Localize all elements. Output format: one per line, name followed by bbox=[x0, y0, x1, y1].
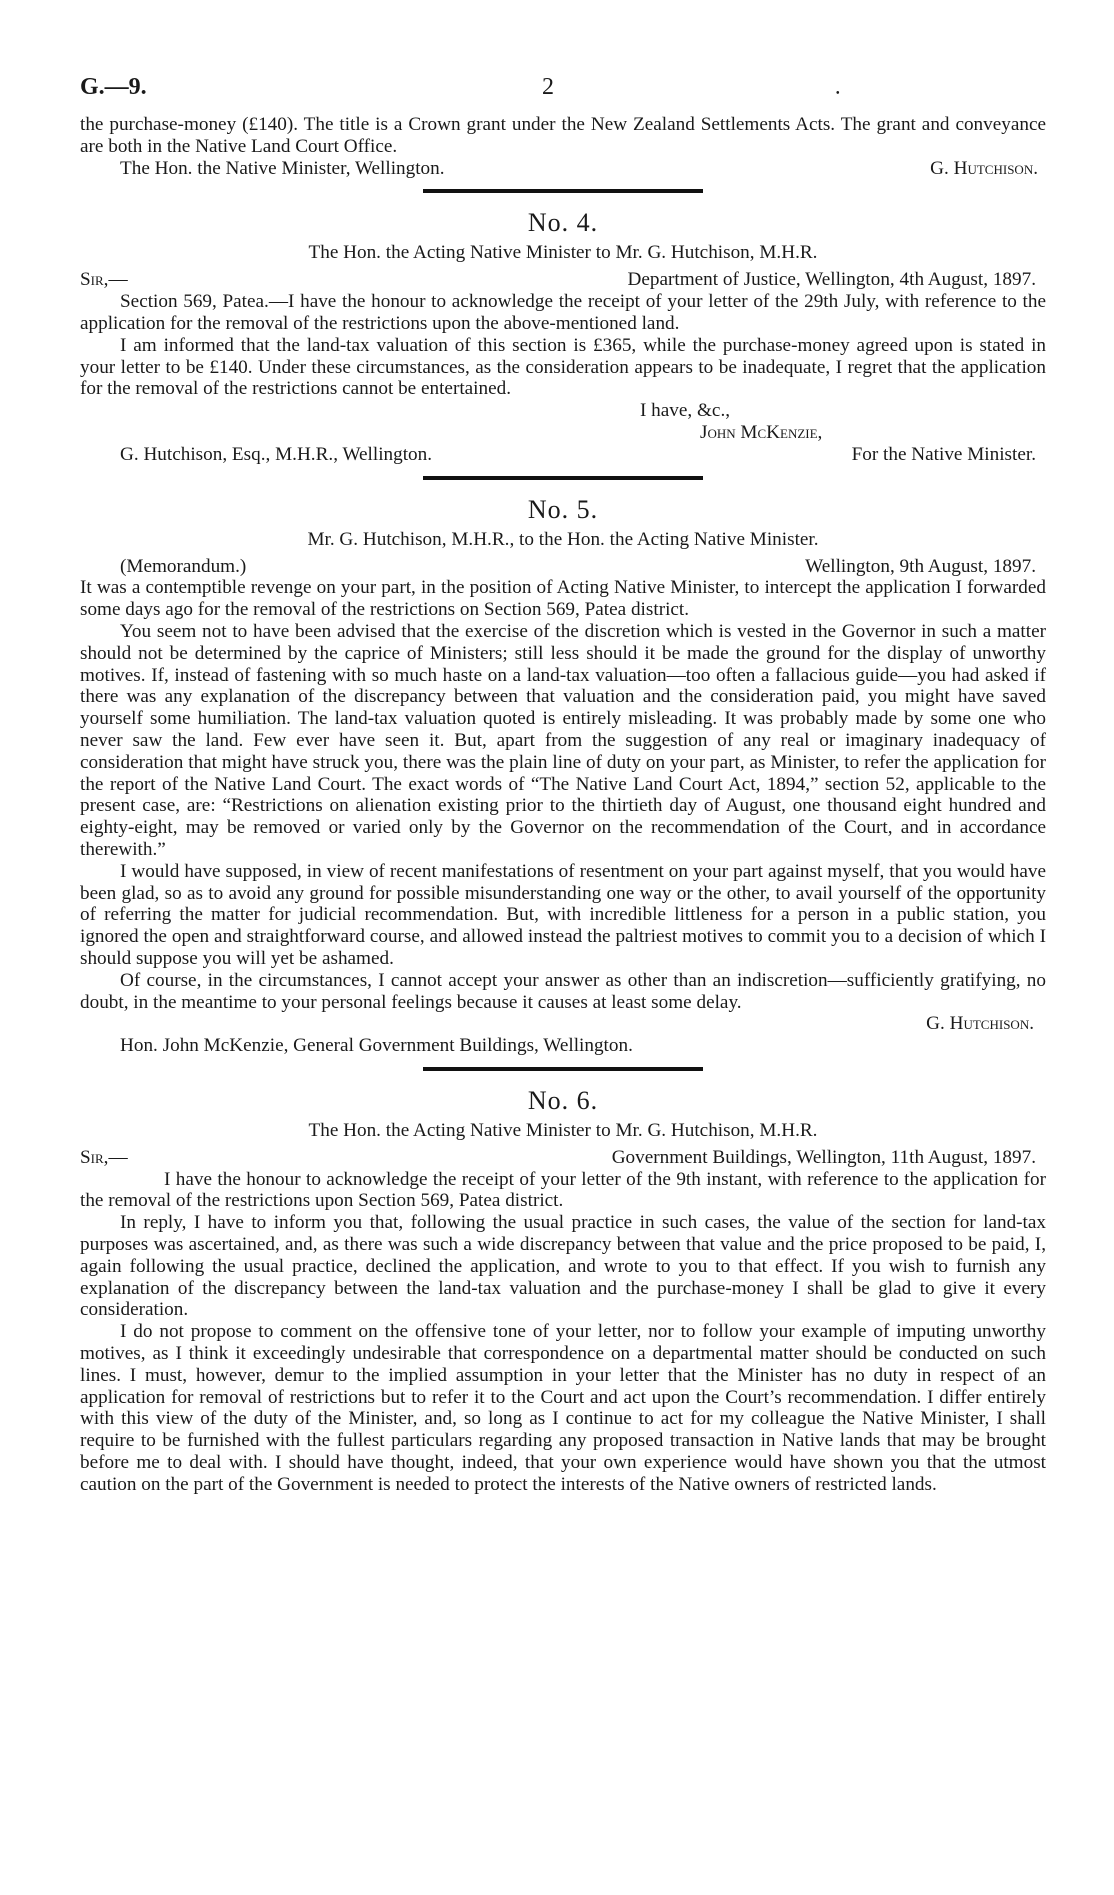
memo-row bbox=[80, 556, 1046, 578]
continued-text: the purchase-money (£140). The title is a Crown grant under the New Zealand Settlements Acts. The grant and conveyance are both in the Native Land Court Office. bbox=[80, 114, 1046, 157]
paragraph: Section 569, Patea.—I have the honour to acknowledge the receipt of your letter of the 29th July, with reference to the application for the removal of the restrictions upon the above-mentioned land. bbox=[80, 291, 1046, 334]
page-number: 2 bbox=[542, 74, 554, 100]
letter-subtitle: Mr. G. Hutchison, M.H.R., to the Hon. the Acting Native Minister. bbox=[307, 528, 819, 550]
paragraph: I have the honour to acknowledge the receipt of your letter of the 9th instant, with reference to the application for the removal of the restrictions upon Section 569, Patea district. bbox=[80, 1168, 1046, 1212]
signature: G. Hutchison. bbox=[926, 1013, 1034, 1035]
addressee-line: G. Hutchison, Esq., M.H.R., Wellington. bbox=[120, 443, 433, 465]
dateline: Government Buildings, Wellington, 11th August, 1897. bbox=[611, 1146, 1036, 1168]
letter-subtitle: The Hon. the Acting Native Minister to Mr. G. Hutchison, M.H.R. bbox=[308, 1119, 818, 1141]
salutation: Sir,— bbox=[80, 269, 128, 291]
signature: G. Hutchison. bbox=[930, 157, 1038, 179]
letter-no-5 bbox=[80, 492, 1046, 1057]
running-header bbox=[80, 74, 1046, 114]
salutation-row bbox=[80, 1147, 1046, 1169]
memo-label: (Memorandum.) bbox=[120, 555, 247, 577]
addressee-line: Hon. John McKenzie, General Government Buildings, Wellington. bbox=[120, 1035, 633, 1057]
paragraph: I would have supposed, in view of recent manifestations of resentment on your part against myself, that you would have been glad, so as to avoid any ground for possible misunderstanding one way or the other, to avail yourself of the opportunity of referring the matter for judicial recommendation. But, with incredible littleness for a person in a public station, you ignored the open and straightforward course, and allowed instead the paltriest motives to commit you to a decision of which I should suppose you will yet be ashamed. bbox=[80, 860, 1046, 969]
section-divider bbox=[423, 1067, 703, 1071]
signoff-row bbox=[80, 444, 1046, 466]
document-reference: G.—9. bbox=[80, 74, 147, 100]
printer-mark: • bbox=[836, 88, 840, 99]
paragraph: Of course, in the circumstances, I cannot accept your answer as other than an indiscretion—sufficiently gratifying, no doubt, in the meantime to your personal feelings because it causes at least some delay. bbox=[80, 969, 1046, 1013]
dateline: Wellington, 9th August, 1897. bbox=[805, 555, 1036, 577]
paragraph: It was a contemptible revenge on your part, in the position of Acting Native Minister, to intercept the application I forwarded some days ago for the removal of the restrictions on Section 569, Patea district. bbox=[80, 577, 1046, 621]
paragraph: I am informed that the land-tax valuation of this section is £365, while the purchase-money agreed upon is stated in your letter to be £140. Under these circumstances, as the consideration appears to be inadequate, I regret that the application for the removal of the restrictions cannot be entertained. bbox=[80, 334, 1046, 400]
paragraph: I do not propose to comment on the offensive tone of your letter, nor to follow your example of imputing unworthy motives, as I think it exceedingly undesirable that correspondence on a departmental matter should be conducted on such lines. I must, however, demur to the implied assumption in your letter that the Minister has no duty in respect of an application for removal of restrictions but to refer it to the Court and act upon the Court’s recommendation. I differ entirely with this view of the duty of the Minister, and, so long as I continue to act for my colleague the Native Minister, I shall require to be furnished with the fullest particulars regarding any proposed transaction in Native lands that may be brought before me to deal with. I should have thought, indeed, that your own experience would have shown you that the utmost caution on the part of the Government is needed to protect the interests of the Native owners of restricted lands. bbox=[80, 1321, 1046, 1495]
letter-no-6 bbox=[80, 1083, 1046, 1496]
paragraph: In reply, I have to inform you that, following the usual practice in such cases, the value of the section for land-tax purposes was ascertained, and, as there was such a wide discrepancy between that value and the price proposed to be paid, I, again following the usual practice, declined the application, and wrote to you to that effect. If you wish to furnish any explanation of the discrepancy between the land-tax valuation and the purchase-money I shall be glad to give it every consideration. bbox=[80, 1212, 1046, 1321]
letter-no-4 bbox=[80, 205, 1046, 465]
letter-number: No. 6. bbox=[527, 1085, 599, 1115]
section-divider bbox=[423, 189, 703, 193]
letter-number: No. 5. bbox=[527, 494, 599, 524]
continued-signoff bbox=[80, 158, 1046, 180]
letter-subtitle: The Hon. the Acting Native Minister to Mr. G. Hutchison, M.H.R. bbox=[308, 242, 818, 264]
document-page bbox=[80, 74, 1046, 1496]
dateline: Department of Justice, Wellington, 4th August, 1897. bbox=[627, 269, 1036, 291]
salutation-row bbox=[80, 269, 1046, 291]
continued-letter bbox=[80, 114, 1046, 179]
closing: I have, &c., bbox=[640, 400, 731, 422]
letter-number: No. 4. bbox=[527, 208, 599, 238]
paragraph: You seem not to have been advised that the exercise of the discretion which is vested in the Governor in such a matter should not be determined by the caprice of Ministers; still less should it be made the ground for the display of unworthy motives. If, instead of fastening with so much haste on a land-tax valuation—too often a fallacious guide—you had asked if there was any explanation of the discrepancy between that valuation and the consideration paid, you might have saved yourself some humiliation. The land-tax valuation quoted is entirely misleading. It was probably made by some one who never saw the land. Few ever have seen it. But, apart from the suggestion of any real or imaginary inadequacy of consideration that might have struck you, there was the plain line of duty on your part, as Minister, to refer the application for the report of the Native Land Court. The exact words of “The Native Land Court Act, 1894,” section 52, applicable to the present case, are: “Restrictions on alienation existing prior to the thirtieth day of August, one thousand eight hundred and eighty-eight, may be removed or varied only by the Governor on the recommendation of the Court, and in accordance therewith.” bbox=[80, 620, 1046, 860]
addressee-line: The Hon. the Native Minister, Wellington. bbox=[120, 157, 445, 179]
salutation: Sir,— bbox=[80, 1146, 128, 1168]
signature-role: For the Native Minister. bbox=[851, 443, 1036, 465]
section-divider bbox=[423, 476, 703, 480]
signature: John McKenzie, bbox=[700, 421, 823, 443]
